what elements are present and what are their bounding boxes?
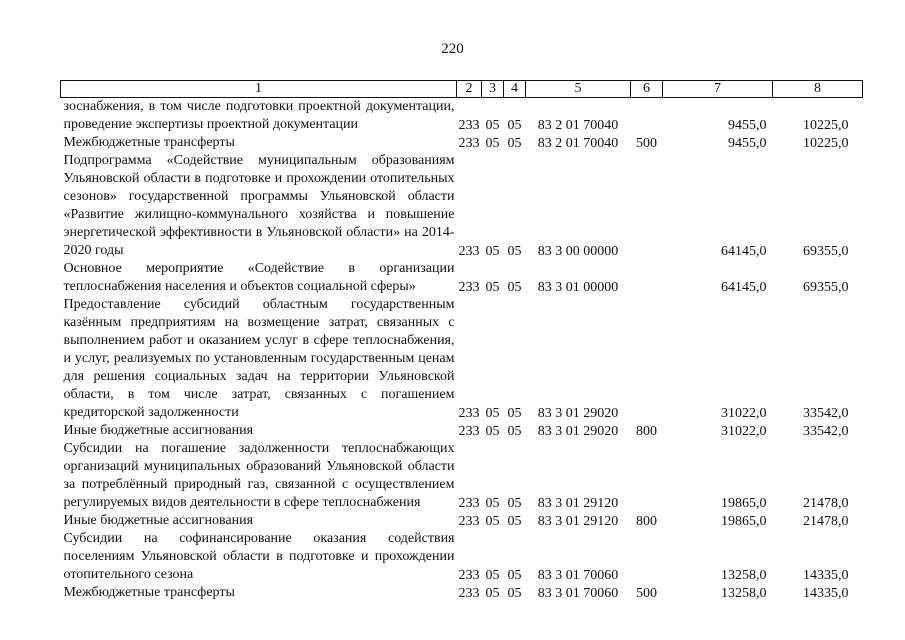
table-row (61, 440, 863, 512)
row-amount-col7: 19865,0 (721, 495, 767, 511)
row-subsection-code: 05 (507, 513, 522, 529)
row-name: Иные бюджетные ассигнования (63, 423, 254, 438)
header-col-6: 6 (631, 81, 663, 98)
row-expense-type (631, 152, 663, 260)
row-ministry-code: 233 (458, 495, 480, 511)
table-row (61, 422, 863, 440)
row-ministry-code: 233 (458, 423, 480, 439)
row-target-code: 83 2 01 70040 (537, 135, 619, 151)
row-amount-col8: 14335,0 (803, 585, 849, 601)
row-subsection-code: 05 (507, 135, 522, 151)
header-col-1: 1 (61, 81, 457, 98)
row-ministry-code: 233 (458, 279, 480, 295)
row-name: Межбюджетные трансферты (63, 585, 235, 600)
row-ministry-code: 233 (458, 513, 480, 529)
table-row (61, 152, 863, 260)
row-name: Субсидии на софинансирование оказания содействия поселениям Ульяновской области в подготовке и прохождении отопительного сезона (63, 531, 455, 582)
row-expense-type (631, 440, 663, 512)
row-amount-col7: 31022,0 (721, 423, 767, 439)
row-target-code: 83 3 01 29120 (537, 513, 619, 529)
row-amount-col8: 10225,0 (803, 135, 849, 151)
header-col-2: 2 (457, 81, 482, 98)
row-target-code: 83 3 01 29120 (537, 495, 619, 511)
row-expense-type: 800 (636, 513, 657, 529)
row-subsection-code: 05 (507, 117, 522, 133)
row-expense-type (631, 530, 663, 584)
table-row (61, 260, 863, 296)
row-target-code: 83 3 01 70060 (537, 567, 619, 583)
row-ministry-code: 233 (458, 567, 480, 583)
table-row (61, 530, 863, 584)
row-amount-col7: 31022,0 (721, 405, 767, 421)
table-row (61, 512, 863, 530)
row-name: зоснабжения, в том числе подготовки проектной документации, проведение экспертизы проектной документации (63, 99, 455, 132)
page-number: 220 (441, 41, 464, 57)
header-row (61, 81, 863, 98)
row-amount-col8: 14335,0 (803, 567, 849, 583)
header-col-3: 3 (482, 81, 504, 98)
row-expense-type (631, 98, 663, 135)
row-amount-col8: 10225,0 (803, 117, 849, 133)
header-col-8: 8 (773, 81, 863, 98)
row-section-code: 05 (485, 585, 500, 601)
row-ministry-code: 233 (458, 135, 480, 151)
row-section-code: 05 (485, 243, 500, 259)
row-subsection-code: 05 (507, 567, 522, 583)
row-ministry-code: 233 (458, 585, 480, 601)
row-amount-col7: 13258,0 (721, 567, 767, 583)
header-col-4: 4 (504, 81, 526, 98)
row-target-code: 83 3 01 00000 (537, 279, 619, 295)
row-amount-col7: 64145,0 (721, 243, 767, 259)
row-ministry-code: 233 (458, 117, 480, 133)
row-name: Межбюджетные трансферты (63, 135, 235, 150)
row-amount-col7: 9455,0 (728, 135, 767, 151)
row-section-code: 05 (485, 405, 500, 421)
table-row (61, 296, 863, 422)
table-row (61, 134, 863, 152)
table-body (61, 98, 863, 603)
row-subsection-code: 05 (507, 423, 522, 439)
row-ministry-code: 233 (458, 243, 480, 259)
row-expense-type: 800 (636, 423, 657, 439)
row-target-code: 83 3 01 29020 (537, 423, 619, 439)
row-expense-type: 500 (636, 585, 657, 601)
row-amount-col8: 21478,0 (803, 513, 849, 529)
row-name: Основное мероприятие «Содействие в организации теплоснабжения населения и объектов социальной сферы» (63, 261, 455, 294)
row-section-code: 05 (485, 423, 500, 439)
row-section-code: 05 (485, 117, 500, 133)
header-col-5: 5 (526, 81, 631, 98)
row-subsection-code: 05 (507, 405, 522, 421)
row-amount-col7: 9455,0 (728, 117, 767, 133)
row-section-code: 05 (485, 135, 500, 151)
row-section-code: 05 (485, 495, 500, 511)
row-subsection-code: 05 (507, 243, 522, 259)
row-subsection-code: 05 (507, 495, 522, 511)
row-amount-col7: 13258,0 (721, 585, 767, 601)
row-target-code: 83 3 01 70060 (537, 585, 619, 601)
row-amount-col8: 21478,0 (803, 495, 849, 511)
row-amount-col7: 19865,0 (721, 513, 767, 529)
row-amount-col8: 33542,0 (803, 405, 849, 421)
row-expense-type (631, 296, 663, 422)
budget-table (60, 80, 863, 602)
row-target-code: 83 3 00 00000 (537, 243, 619, 259)
row-amount-col8: 69355,0 (803, 243, 849, 259)
header-col-7: 7 (663, 81, 773, 98)
row-ministry-code: 233 (458, 405, 480, 421)
row-subsection-code: 05 (507, 585, 522, 601)
row-amount-col8: 33542,0 (803, 423, 849, 439)
table-header (61, 81, 863, 98)
row-name: Иные бюджетные ассигнования (63, 513, 254, 528)
row-amount-col7: 64145,0 (721, 279, 767, 295)
row-target-code: 83 3 01 29020 (537, 405, 619, 421)
row-target-code: 83 2 01 70040 (537, 117, 619, 133)
row-name: Подпрограмма «Содействие муниципальным образованиям Ульяновской области в подготовке и прохождении отопительных сезонов» государственной программы Ульяновской области «Развитие жилищно-коммунального хозяйства и повышение энергетической эффективности в Ульяновской области» на 2014-2020 годы (63, 153, 455, 258)
row-section-code: 05 (485, 567, 500, 583)
row-amount-col8: 69355,0 (803, 279, 849, 295)
row-section-code: 05 (485, 279, 500, 295)
row-section-code: 05 (485, 513, 500, 529)
row-name: Субсидии на погашение задолженности теплоснабжающих организаций муниципальных образований Ульяновской области за потреблённый природный газ, связанной с осуществлением регулируемых видов деятельности в сфере теплоснабжения (63, 441, 455, 510)
row-subsection-code: 05 (507, 279, 522, 295)
table-row (61, 584, 863, 602)
table-row (61, 98, 863, 135)
row-expense-type: 500 (636, 135, 657, 151)
row-name: Предоставление субсидий областным государственным казённым предприятиям на возмещение затрат, связанных с выполнением работ и оказанием услуг в сфере теплоснабжения, и услуг, реализуемых по установленным государственным ценам для решения социальных задач на территории Ульяновской области, в том числе затрат, связанных с погашением кредиторской задолженности (63, 297, 455, 420)
row-expense-type (631, 260, 663, 296)
